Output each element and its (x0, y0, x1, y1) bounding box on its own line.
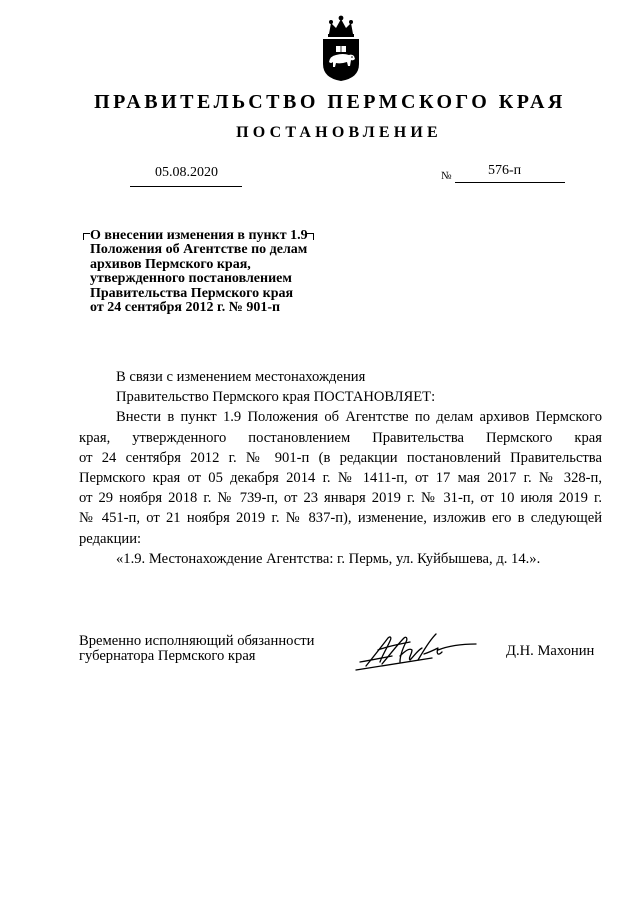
body-line: редакции: (79, 530, 142, 547)
document-date: 05.08.2020 (155, 165, 218, 180)
handwritten-signature-icon (352, 626, 480, 672)
position-line: губернатора Пермского края (79, 647, 256, 664)
document-subject (90, 229, 390, 315)
body-line: Внести в пункт 1.9 Положения об Агентстве по делам архивов Пермского (116, 409, 602, 426)
signatory-name: Д.Н. Махонин (506, 643, 595, 659)
body-line: Пермского края от 05 декабря 2014 г. № 1411-п, от 17 мая 2017 г. № 328-п, (79, 470, 602, 487)
document-body (79, 367, 602, 569)
document-number: 576-п (488, 163, 522, 178)
signatory-position (79, 634, 314, 664)
government-title: ПРАВИТЕЛЬСТВО ПЕРМСКОГО КРАЯ (94, 91, 566, 113)
body-line: края, утвержденного постановлением Правительства Пермского края (79, 429, 602, 446)
body-line: № 451-п, от 21 ноября 2019 г. № 837-п), изменение, изложив его в следующей (79, 510, 602, 527)
perm-krai-coat-of-arms-icon (319, 14, 363, 82)
subject-line: Правительства Пермского края (90, 285, 294, 301)
subject-line: архивов Пермского края, (90, 256, 251, 272)
body-line: от 24 сентября 2012 г. № 901-п (в редакции постановлений Правительства (79, 449, 602, 466)
quoted-amendment: «1.9. Местонахождение Агентства: г. Пермь, ул. Куйбышева, д. 14.». (116, 550, 541, 567)
subject-line: Положения об Агентстве по делам (90, 242, 308, 258)
subject-corner-left (83, 233, 90, 240)
body-line: от 29 ноября 2018 г. № 739-п, от 23 января 2019 г. № 31-п, от 10 июля 2019 г. (79, 490, 602, 507)
subject-line: от 24 сентября 2012 г. № 901-п (90, 300, 281, 316)
preamble-line: В связи с изменением местонахождения (116, 369, 366, 385)
preamble-line: Правительство Пермского края ПОСТАНОВЛЯЕТ: (116, 389, 436, 406)
subject-line: О внесении изменения в пункт 1.9 (90, 228, 308, 243)
number-sign: № (441, 170, 452, 182)
position-line: Временно исполняющий обязанности (79, 633, 315, 649)
document-type: ПОСТАНОВЛЕНИЕ (236, 124, 442, 141)
subject-line: утвержденного постановлением (90, 271, 292, 287)
